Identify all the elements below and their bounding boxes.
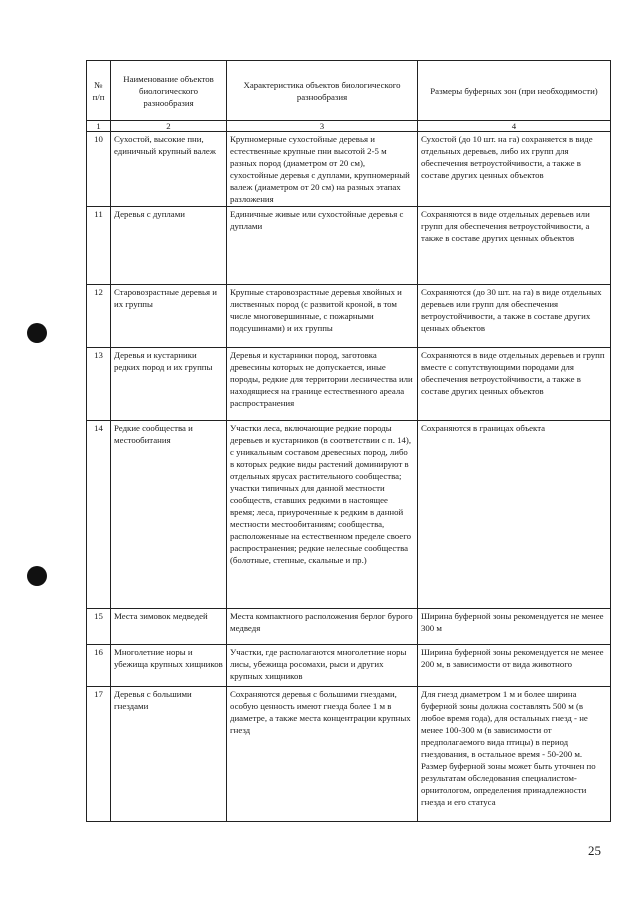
table-row (87, 285, 611, 348)
column-number: 3 (227, 121, 418, 132)
table-row (87, 687, 611, 822)
row-num: 10 (87, 132, 111, 207)
table-row (87, 132, 611, 207)
row-name: Места зимовок медведей (111, 609, 227, 645)
row-num: 14 (87, 421, 111, 609)
table-row (87, 609, 611, 645)
column-number: 2 (111, 121, 227, 132)
row-characteristic: Единичные живые или сухостойные деревья с дуплами (227, 207, 418, 285)
row-buffer: Для гнезд диаметром 1 м и более ширина буферной зоны должна составлять 500 м (в любое время года), для остальных гнезд - не менее 100-300 м (в зависимости от предполагаемого вида птицы) в период гнездования, в остальное время - 50-200 м. Размер буферной зоны может быть уточнен по результатам обследования специалистом- орнитологом, определения принадлежности гнезда и его статуса (418, 687, 611, 822)
row-num: 17 (87, 687, 111, 822)
punch-hole-top (27, 323, 47, 343)
row-name: Многолетние норы и убежища крупных хищников (111, 645, 227, 687)
header-buffer: Размеры буферных зон (при необходимости) (418, 61, 611, 121)
row-characteristic: Сохраняются деревья с большими гнездами, особую ценность имеют гнезда более 1 м в диаметре, а также места концентрации крупных гнезд (227, 687, 418, 822)
header-characteristic: Характеристика объектов биологического разнообразия (227, 61, 418, 121)
biodiversity-table (86, 60, 611, 822)
column-number: 4 (418, 121, 611, 132)
row-name: Деревья с большими гнездами (111, 687, 227, 822)
row-num: 15 (87, 609, 111, 645)
row-buffer: Сохраняются в виде отдельных деревьев или групп для обеспечения ветроустойчивости, а также в составе других ценных объектов (418, 207, 611, 285)
row-characteristic: Места компактного расположения берлог бурого медведя (227, 609, 418, 645)
row-name: Старовозрастные деревья и их группы (111, 285, 227, 348)
header-name: Наименование объектов биологического разнообразия (111, 61, 227, 121)
row-characteristic: Участки леса, включающие редкие породы деревьев и кустарников (в соответствии с п. 14), с уникальным составом древесных пород, либо в которых редкие виды растений доминируют в отдельных ярусах растительного сообщества; участки типичных для данной местности сообществ, ставших редкими в настоящее время; леса, приуроченные к редким в данной местности местообитаниям; сообщества, расположенные на естественном пределе своего распространения; редкие нелесные сообщества (болотные, степные, скальные и пр.) (227, 421, 418, 609)
row-name: Деревья с дуплами (111, 207, 227, 285)
page-number: 25 (588, 843, 601, 858)
row-name: Сухостой, высокие пни, единичный крупный валеж (111, 132, 227, 207)
row-name: Деревья и кустарники редких пород и их группы (111, 348, 227, 421)
table-row (87, 348, 611, 421)
biodiversity-table-container (86, 60, 610, 822)
row-buffer: Ширина буферной зоны рекомендуется не менее 300 м (418, 609, 611, 645)
row-buffer: Сохраняются в виде отдельных деревьев и групп вместе с сопутствующими породами для обеспечения ветроустойчивости, а также в составе других ценных объектов (418, 348, 611, 421)
row-characteristic: Крупные старовозрастные деревья хвойных и лиственных пород (с развитой кроной, в том числе многовершинные, с пожарными подсушинами) и их группы (227, 285, 418, 348)
row-characteristic: Крупномерные сухостойные деревья и естественные крупные пни высотой 2-5 м разных пород (диаметром от 20 см), сухостойные деревья с дуплами, крупномерный валеж (диаметром от 20 см) на разных этапах разложения (227, 132, 418, 207)
row-num: 16 (87, 645, 111, 687)
row-num: 11 (87, 207, 111, 285)
row-buffer: Сохраняются (до 30 шт. на га) в виде отдельных деревьев или групп для обеспечения ветроустойчивости, а также в составе других ценных объектов (418, 285, 611, 348)
row-characteristic: Деревья и кустарники пород, заготовка древесины которых не допускается, иные породы, редкие для территории лесничества или находящиеся на границе естественного ареала распространения (227, 348, 418, 421)
table-header-row (87, 61, 611, 121)
row-name: Редкие сообщества и местообитания (111, 421, 227, 609)
row-buffer: Сухостой (до 10 шт. на га) сохраняется в виде отдельных деревьев, либо их групп для обеспечения ветроустойчивости, а также в составе других ценных объектов (418, 132, 611, 207)
punch-hole-bottom (27, 566, 47, 586)
row-buffer: Ширина буферной зоны рекомендуется не менее 200 м, в зависимости от вида животного (418, 645, 611, 687)
table-row (87, 421, 611, 609)
row-num: 12 (87, 285, 111, 348)
row-num: 13 (87, 348, 111, 421)
row-buffer: Сохраняются в границах объекта (418, 421, 611, 609)
table-row (87, 645, 611, 687)
column-number-row (87, 121, 611, 132)
column-number: 1 (87, 121, 111, 132)
table-row (87, 207, 611, 285)
header-num: № п/п (87, 61, 111, 121)
row-characteristic: Участки, где располагаются многолетние норы лисы, убежища росомахи, рыси и других крупных хищников (227, 645, 418, 687)
